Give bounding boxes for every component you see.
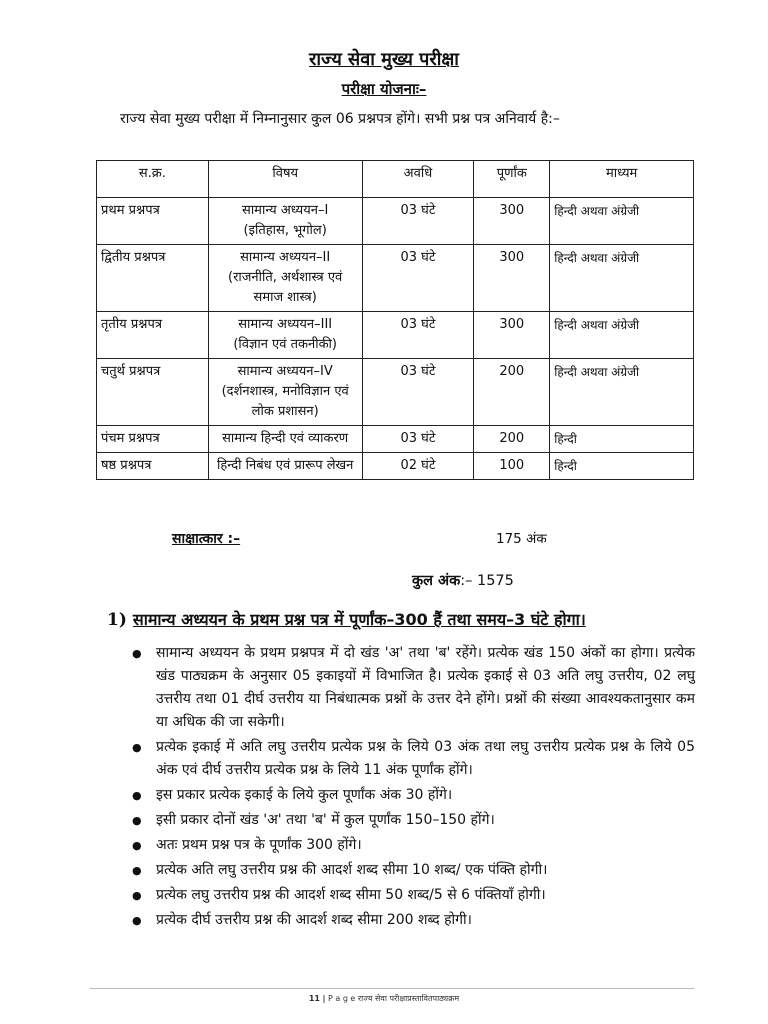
marks-cell: 300	[474, 312, 550, 359]
subject-name: हिन्दी निबंध एवं प्रारूप लेखन	[216, 458, 354, 473]
subject-cell	[208, 453, 362, 480]
list-item: ● प्रत्येक अति लघु उत्तरीय प्रश्न की आदर्श शब्द सीमा 10 शब्द/ एक पंक्ति होगी।	[130, 859, 695, 882]
duration-cell: 03 घंटे	[362, 245, 474, 312]
subject-cell	[208, 198, 362, 245]
marks-cell: 100	[474, 453, 550, 480]
exam-scheme-table	[96, 160, 694, 480]
marks-cell: 300	[474, 245, 550, 312]
footer-divider	[90, 988, 694, 989]
total-marks	[412, 570, 514, 590]
subject-name: सामान्य अध्ययन–IV	[237, 364, 333, 379]
table-row	[97, 312, 694, 359]
footer-separator: |	[322, 994, 326, 1003]
page-subtitle: परीक्षा योजनाः–	[341, 80, 427, 98]
column-header: विषय	[208, 161, 362, 198]
section-heading-text: सामान्य अध्ययन के प्रथम प्रश्न पत्र में पूर्णांक–300 हैं तथा समय–3 घंटे होगा।	[132, 610, 586, 629]
list-item: ● प्रत्येक इकाई में अति लघु उत्तरीय प्रत्येक प्रश्न के लिये 03 अंक तथा लघु उत्तरीय प्रत्येक प्रश्न के लिये 05 अंक एवं दीर्घ उत्तरीय प्रत्येक प्रश्न के लिये 11 अंक पूर्णांक होंगे।	[130, 736, 695, 782]
marks-cell: 200	[474, 359, 550, 426]
medium-cell: हिन्दी अथवा अंग्रेजी	[550, 312, 694, 359]
duration-cell: 03 घंटे	[362, 359, 474, 426]
column-header: माध्यम	[550, 161, 694, 198]
medium-cell: हिन्दी अथवा अंग्रेजी	[550, 198, 694, 245]
table-row	[97, 453, 694, 480]
table-header-row	[97, 161, 694, 198]
list-item: ● अतः प्रथम प्रश्न पत्र के पूर्णांक 300 होंगे।	[130, 834, 695, 857]
page-label: P a g e	[328, 994, 356, 1003]
duration-cell: 03 घंटे	[362, 198, 474, 245]
section-heading	[107, 608, 586, 630]
subject-name: सामान्य अध्ययन–II	[240, 250, 331, 265]
table-row	[97, 198, 694, 245]
interview-marks: 175 अंक	[496, 531, 547, 547]
list-item: ● प्रत्येक दीर्घ उत्तरीय प्रश्न की आदर्श शब्द सीमा 200 शब्द होगी।	[130, 909, 695, 932]
column-header: स.क्र.	[97, 161, 209, 198]
list-item: ● इस प्रकार प्रत्येक इकाई के लिये कुल पूर्णांक अंक 30 होंगे।	[130, 784, 695, 807]
interview-label: साक्षात्कार :–	[172, 531, 241, 547]
marks-cell: 300	[474, 198, 550, 245]
duration-cell: 02 घंटे	[362, 453, 474, 480]
medium-cell: हिन्दी	[550, 453, 694, 480]
section-number: 1)	[107, 610, 127, 630]
subject-cell	[208, 245, 362, 312]
subject-name: सामान्य अध्ययन–I	[242, 203, 329, 218]
subject-cell	[208, 426, 362, 453]
paper-cell: चतुर्थ प्रश्नपत्र	[97, 359, 209, 426]
intro-paragraph: राज्य सेवा मुख्य परीक्षा में निम्नानुसार कुल 06 प्रश्नपत्र होंगे। सभी प्रश्न पत्र अनिवार्य है:–	[120, 111, 560, 127]
medium-cell: हिन्दी अथवा अंग्रेजी	[550, 245, 694, 312]
table-row	[97, 245, 694, 312]
page-footer	[0, 993, 768, 1004]
total-label: कुल अंक	[412, 573, 461, 589]
page-number: 11	[308, 994, 320, 1003]
paper-cell: तृतीय प्रश्नपत्र	[97, 312, 209, 359]
paper-cell: प्रथम प्रश्नपत्र	[97, 198, 209, 245]
duration-cell: 03 घंटे	[362, 312, 474, 359]
paper-cell: पंचम प्रश्नपत्र	[97, 426, 209, 453]
list-item: ● प्रत्येक लघु उत्तरीय प्रश्न की आदर्श शब्द सीमा 50 शब्द/5 से 6 पंक्तियाँ होगी।	[130, 884, 695, 907]
subject-note: (राजनीति, अर्थशास्त्र एवं समाज शास्त्र)	[228, 270, 343, 305]
paper-cell: षष्ठ प्रश्नपत्र	[97, 453, 209, 480]
duration-cell: 03 घंटे	[362, 426, 474, 453]
table-row	[97, 359, 694, 426]
subject-cell	[208, 312, 362, 359]
marks-cell: 200	[474, 426, 550, 453]
footer-text: राज्य सेवा परीक्षाप्रस्तावितपाठ्यक्रम	[357, 994, 460, 1003]
subject-note: (दर्शनशास्त्र, मनोविज्ञान एवं लोक प्रशासन)	[221, 384, 349, 419]
subject-cell	[208, 359, 362, 426]
list-item: ● सामान्य अध्ययन के प्रथम प्रश्नपत्र में दो खंड 'अ' तथा 'ब' रहेंगे। प्रत्येक खंड 150 अंकों का होगा। प्रत्येक खंड पाठ्यक्रम के अनुसार 05 इकाइयों में विभाजित है। प्रत्येक इकाई से 03 अति लघु उत्तरीय, 02 लघु उत्तरीय तथा 01 दीर्घ उत्तरीय या निबंधात्मक प्रश्नों के उत्तर देने होंगे। प्रश्नों की संख्या आवश्यकतानुसार कम या अधिक की जा सकेगी।	[130, 642, 695, 734]
list-item: ● इसी प्रकार दोनों खंड 'अ' तथा 'ब' में कुल पूर्णांक 150–150 होंगे।	[130, 809, 695, 832]
subject-note: (विज्ञान एवं तकनीकी)	[233, 337, 337, 352]
subject-name: सामान्य अध्ययन–III	[238, 317, 333, 332]
table-row	[97, 426, 694, 453]
paper-cell: द्वितीय प्रश्नपत्र	[97, 245, 209, 312]
medium-cell: हिन्दी	[550, 426, 694, 453]
subject-note: (इतिहास, भूगोल)	[243, 223, 327, 238]
medium-cell: हिन्दी अथवा अंग्रेजी	[550, 359, 694, 426]
column-header: अवधि	[362, 161, 474, 198]
column-header: पूर्णांक	[474, 161, 550, 198]
page-title: राज्य सेवा मुख्य परीक्षा	[309, 49, 459, 70]
subject-name: सामान्य हिन्दी एवं व्याकरण	[222, 431, 349, 446]
bullet-list	[130, 642, 695, 934]
total-value: :– 1575	[460, 573, 514, 589]
